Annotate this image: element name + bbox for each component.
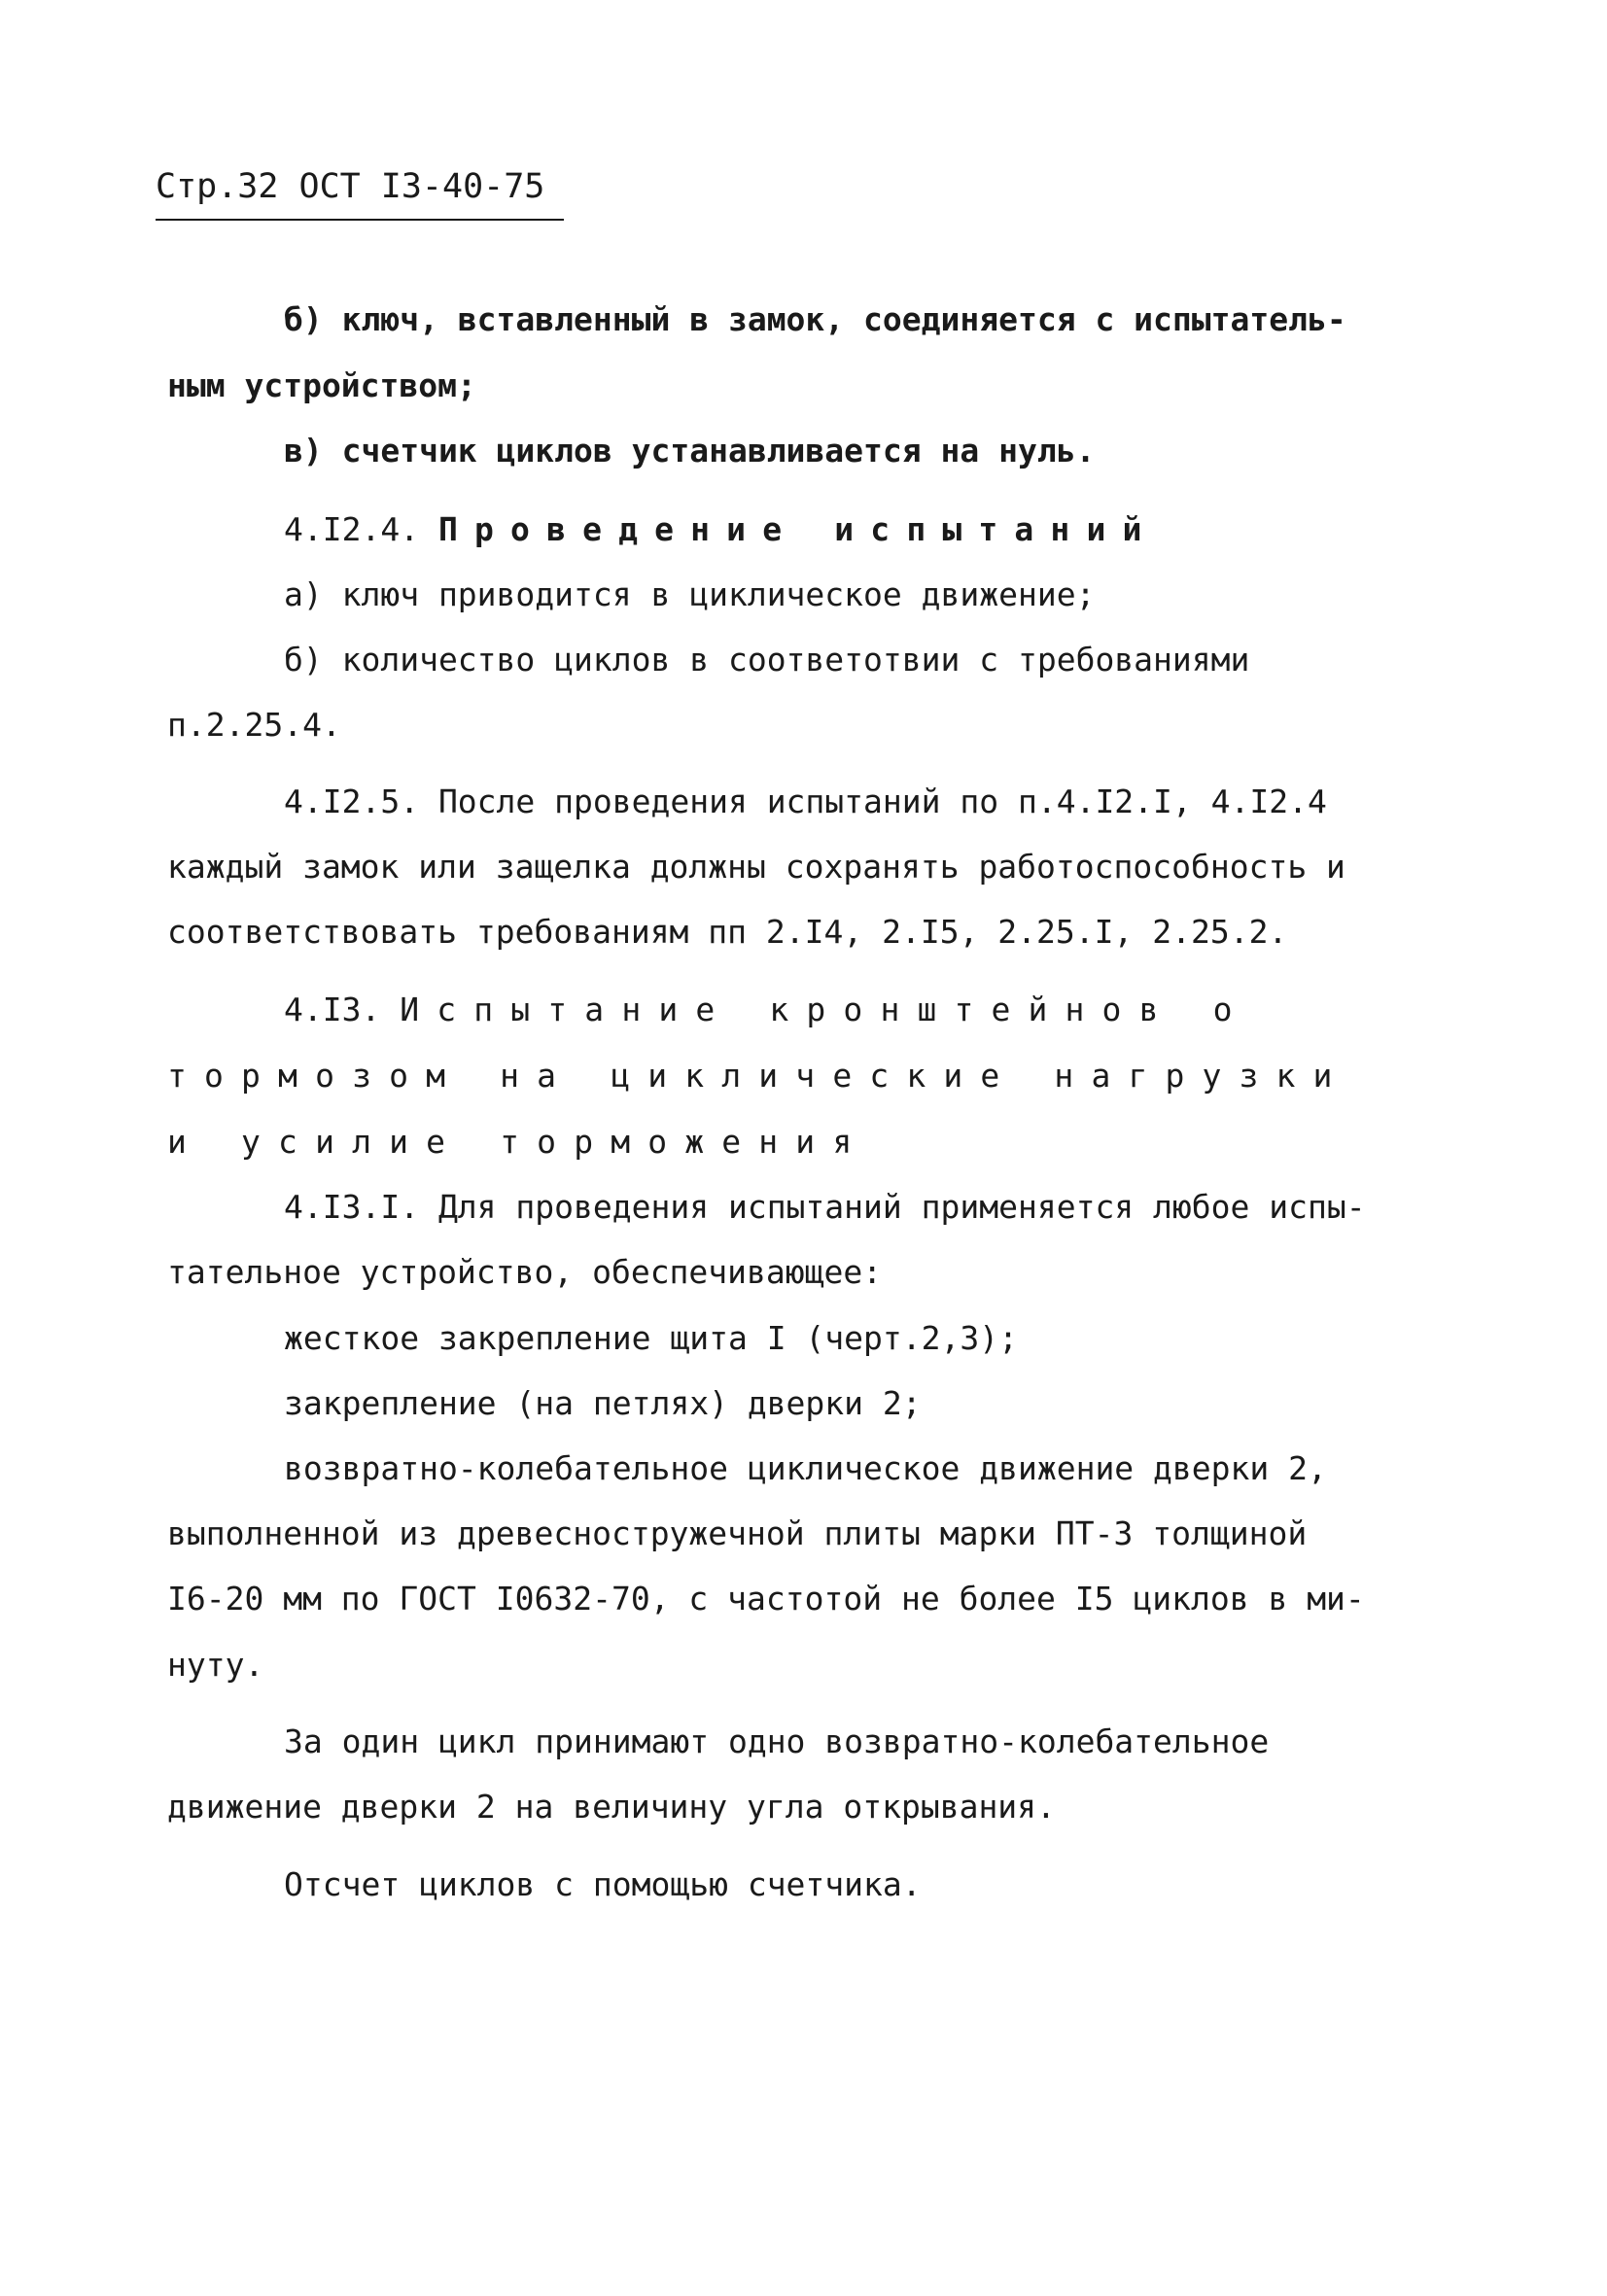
section-title-line: тормозом на циклические нагрузки	[167, 1057, 1350, 1095]
text-line: Отсчет циклов с помощью счетчика.	[284, 1865, 922, 1903]
header-underline	[156, 219, 564, 221]
text-line: За один цикл принимают одно возвратно-колебательное	[284, 1722, 1270, 1760]
text-line: каждый замок или защелка должны сохранять работоспособность и	[167, 848, 1345, 886]
text-line: закрепление (на петлях) дверки 2;	[284, 1384, 922, 1422]
text-line: 4.I3.I. Для проведения испытаний применяется любое испы-	[284, 1188, 1366, 1226]
text-line: 4.I2.5. После проведения испытаний по п.4.I2.I, 4.I2.4	[284, 783, 1327, 820]
section-heading	[284, 510, 1159, 548]
text-line: выполненной из древесностружечной плиты марки ПТ-3 толщиной	[167, 1514, 1308, 1552]
text-line: I6-20 мм по ГОСТ I0632-70, с частотой не более I5 циклов в ми-	[167, 1580, 1365, 1618]
text-line: соответствовать требованиям пп 2.I4, 2.I5, 2.25.I, 2.25.2.	[167, 913, 1288, 951]
text-line: движение дверки 2 на величину угла открывания.	[167, 1788, 1056, 1826]
section-title: Проведение испытаний	[437, 510, 1159, 548]
text-line: б) количество циклов в соответотвии с требованиями	[284, 641, 1250, 678]
text-line: п.2.25.4.	[167, 706, 341, 744]
section-heading	[284, 993, 1250, 1026]
text-line: а) ключ приводится в циклическое движение;	[284, 575, 1096, 613]
text-line: возвратно-колебательное циклическое движение дверки 2,	[284, 1449, 1327, 1487]
section-number: 4.I2.4.	[284, 510, 420, 548]
text-line: тательное устройство, обеспечивающее:	[167, 1253, 883, 1291]
section-title-line: и усилие торможения	[167, 1123, 870, 1161]
page-header: Стр.32 ОСТ I3-40-75	[156, 167, 545, 206]
text-line: в) счетчик циклов устанавливается на нуль.	[284, 432, 1096, 470]
section-number: 4.I3.	[284, 991, 381, 1028]
text-line: жесткое закрепление щита I (черт.2,3);	[284, 1319, 1018, 1357]
text-line: ным устройством;	[167, 366, 476, 404]
text-line: нуту.	[167, 1646, 264, 1684]
text-line: б) ключ, вставленный в замок, соединяется с испытатель-	[284, 300, 1346, 338]
section-title: Испытание кронштейнов о	[400, 991, 1250, 1028]
